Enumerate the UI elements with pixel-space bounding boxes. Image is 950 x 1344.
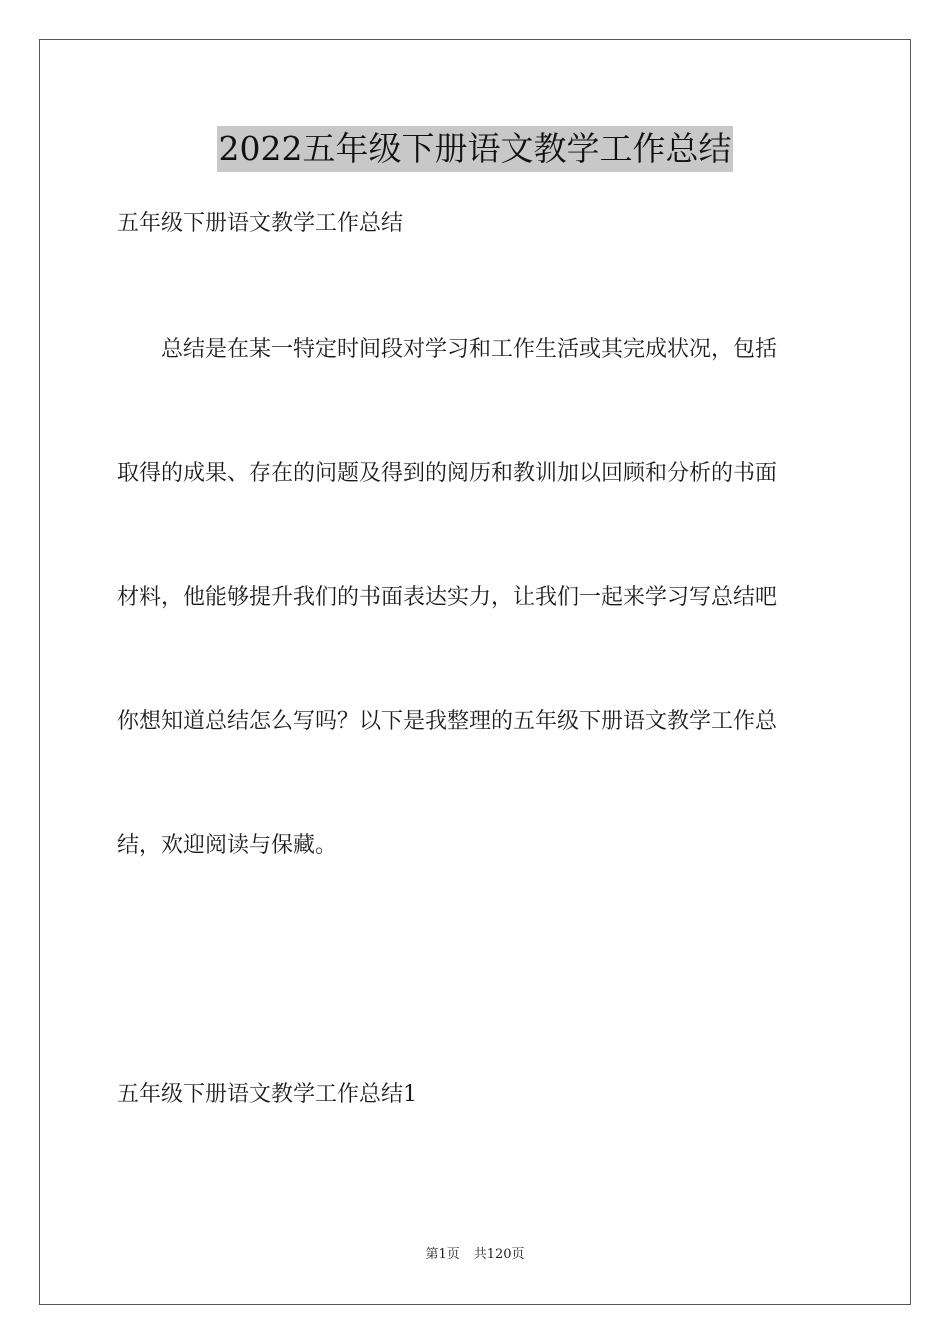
page-total: 共120页 bbox=[473, 1247, 525, 1262]
document-title: 2022五年级下册语文教学工作总结 bbox=[217, 126, 734, 172]
paragraph-line: 结，欢迎阅读与保藏。 bbox=[117, 833, 338, 858]
section-heading: 五年级下册语文教学工作总结1 bbox=[117, 1082, 417, 1107]
title-container bbox=[0, 126, 950, 172]
page-footer bbox=[0, 1246, 950, 1264]
paragraph-line: 你想知道总结怎么写吗？以下是我整理的五年级下册语文教学工作总 bbox=[117, 709, 778, 734]
paragraph-line: 总结是在某一特定时间段对学习和工作生活或其完成状况，包括 bbox=[117, 337, 778, 362]
page-number: 第1页 bbox=[425, 1247, 460, 1262]
paragraph-line: 材料，他能够提升我们的书面表达实力，让我们一起来学习写总结吧 bbox=[117, 585, 778, 610]
paragraph-line: 取得的成果、存在的问题及得到的阅历和教训加以回顾和分析的书面 bbox=[117, 461, 778, 486]
document-subtitle: 五年级下册语文教学工作总结 bbox=[117, 211, 404, 236]
